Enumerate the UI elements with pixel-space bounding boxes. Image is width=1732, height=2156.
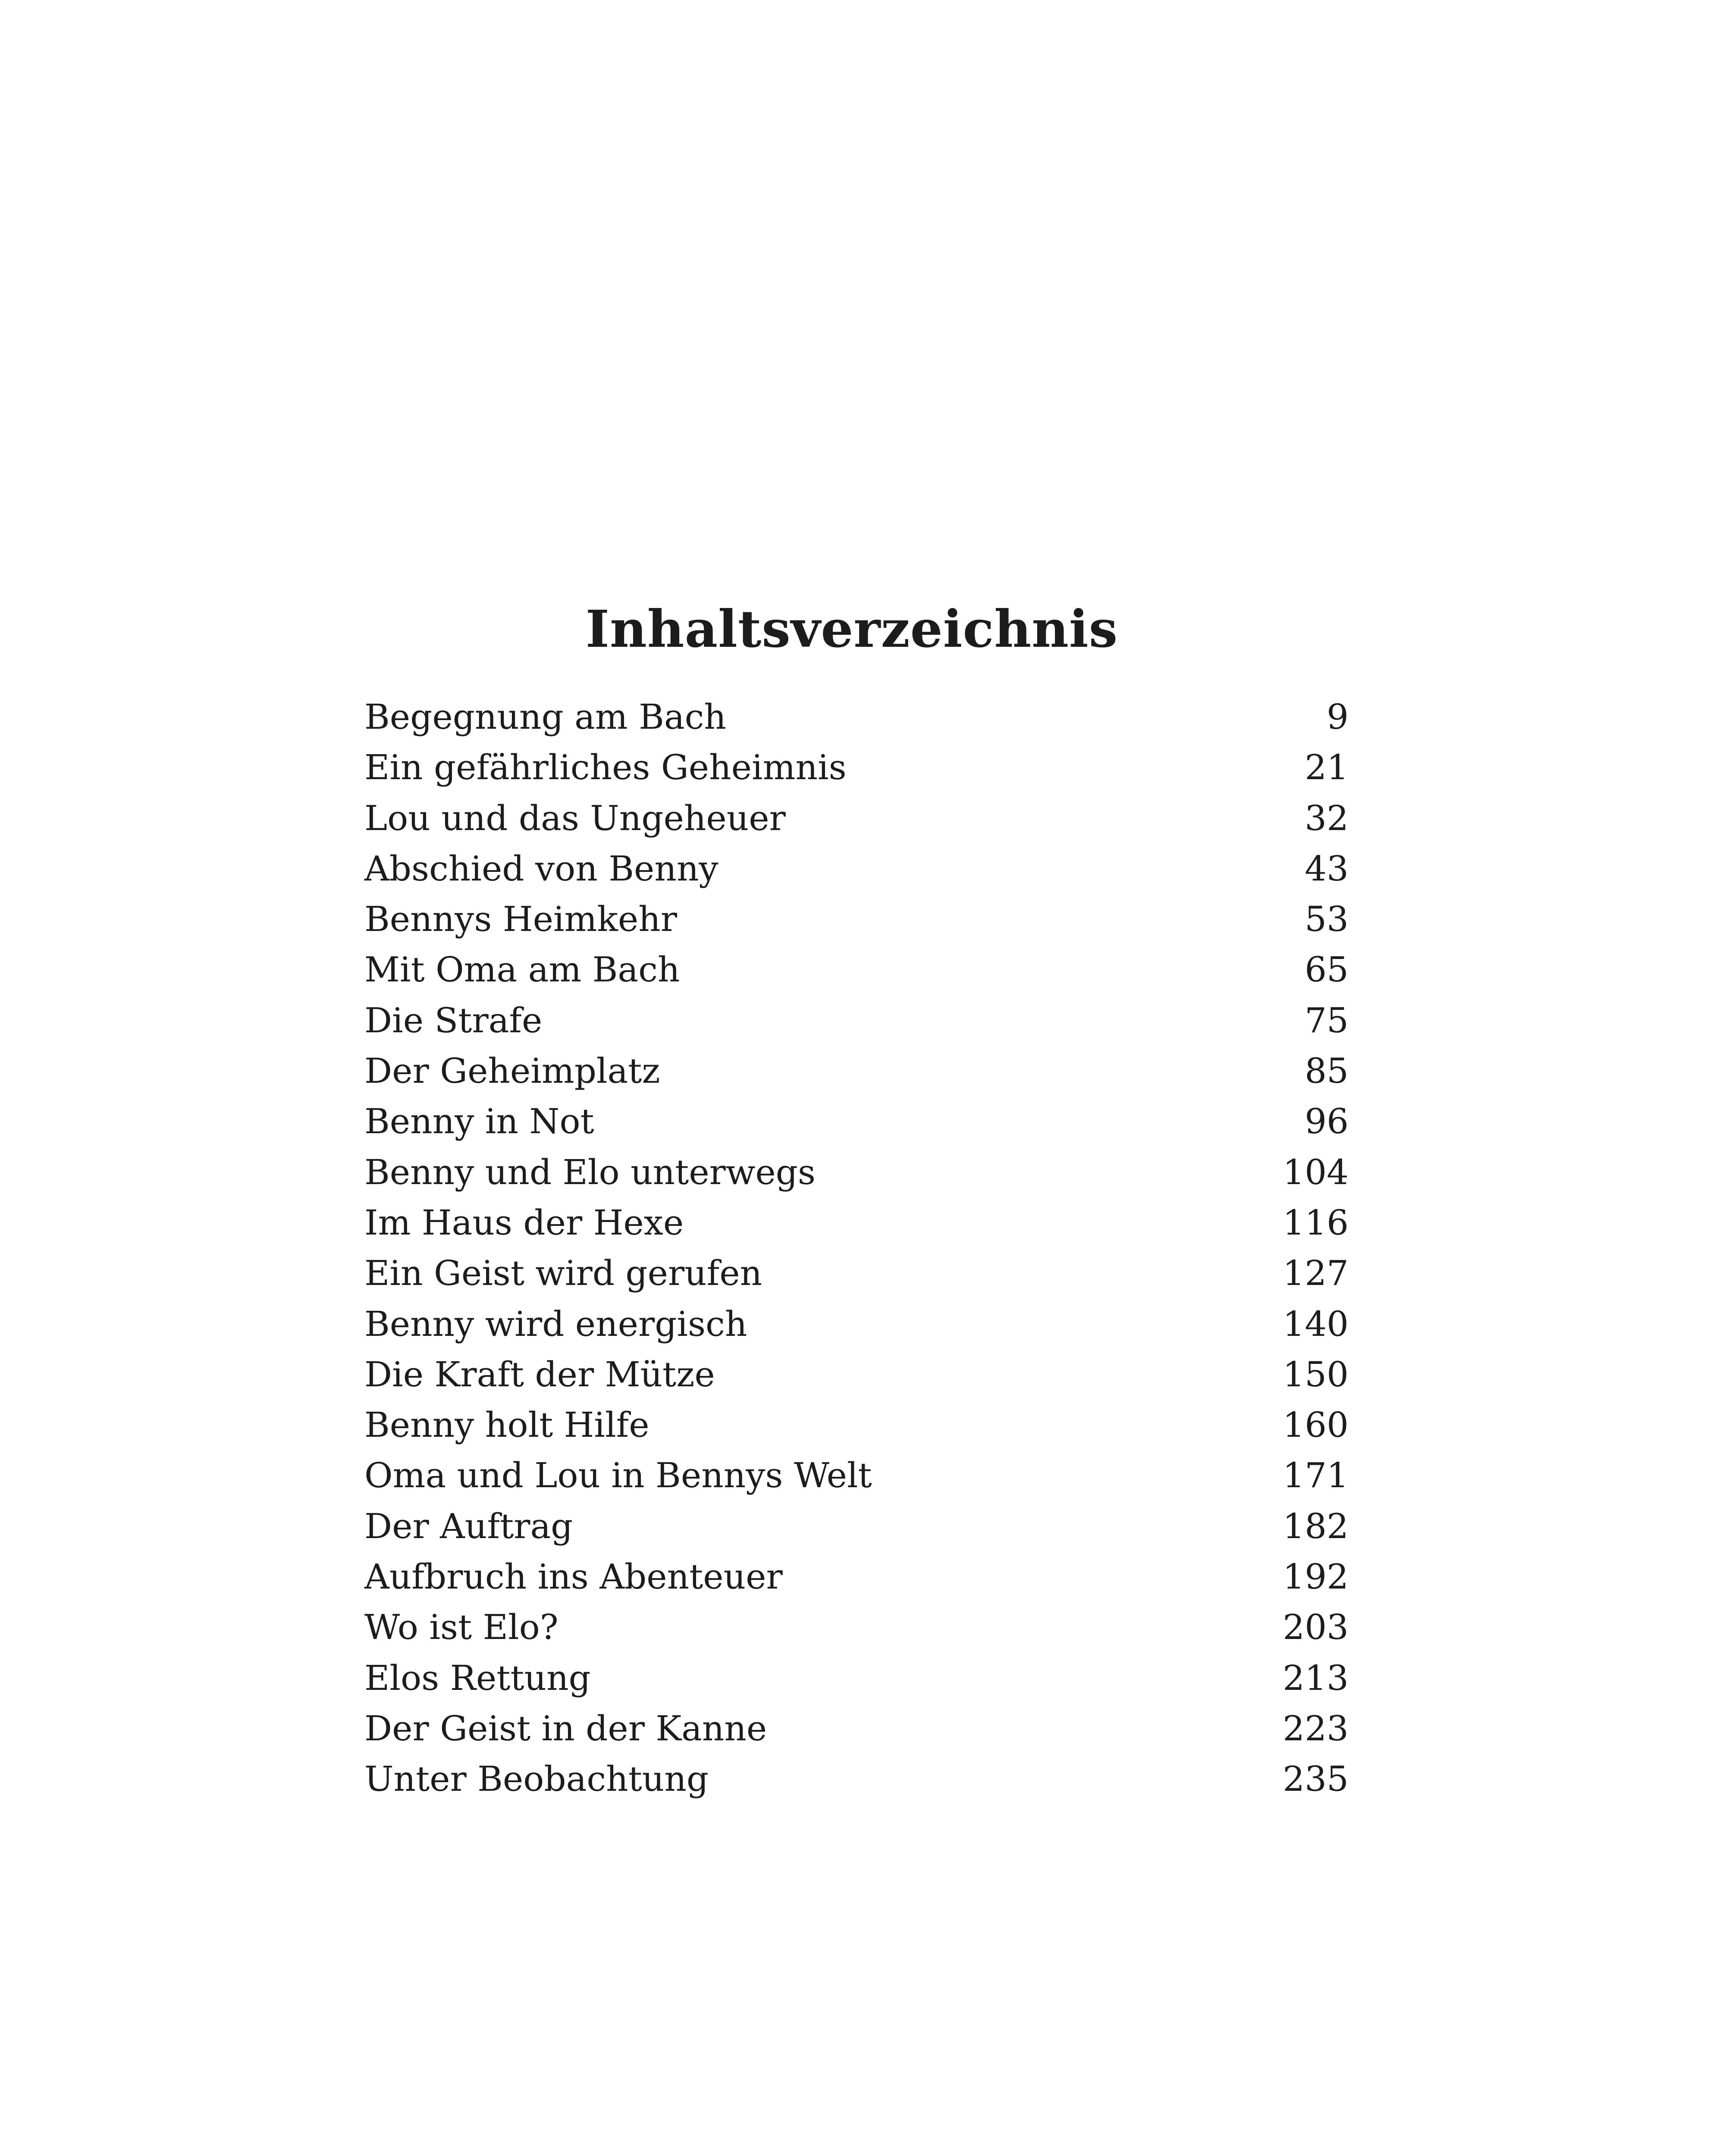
toc-entry-title: Begegnung am Bach	[364, 697, 726, 737]
toc-entry	[364, 1197, 1349, 1248]
toc-entry-title: Der Geheimplatz	[364, 1051, 660, 1091]
toc-entry-title: Elos Rettung	[364, 1658, 591, 1698]
toc-entry	[364, 1299, 1349, 1349]
toc-entry-page: 213	[1283, 1658, 1349, 1698]
toc-entry-page: 140	[1283, 1304, 1349, 1344]
toc-entry-page: 43	[1305, 848, 1349, 889]
toc-entry-title: Die Strafe	[364, 1000, 543, 1040]
toc-entry-title: Oma und Lou in Bennys Welt	[364, 1455, 872, 1496]
toc-entry-page: 65	[1305, 950, 1349, 990]
toc-entry-page: 85	[1305, 1051, 1349, 1091]
toc-entry-page: 150	[1283, 1354, 1349, 1395]
toc-entry-title: Wo ist Elo?	[364, 1607, 559, 1648]
toc-entry	[364, 742, 1349, 793]
toc-entry-title: Mit Oma am Bach	[364, 950, 680, 990]
toc-entry	[364, 793, 1349, 843]
toc-entry-page: 75	[1305, 1000, 1349, 1040]
toc-entry-title: Benny in Not	[364, 1101, 594, 1142]
toc-entry-page: 21	[1305, 747, 1349, 788]
table-of-contents	[364, 692, 1349, 1805]
toc-entry	[364, 1096, 1349, 1147]
toc-entry-page: 182	[1283, 1506, 1349, 1546]
toc-entry	[364, 843, 1349, 894]
toc-entry-title: Benny wird energisch	[364, 1304, 747, 1344]
toc-entry	[364, 1046, 1349, 1096]
toc-entry-page: 32	[1305, 798, 1349, 838]
toc-entry-title: Ein gefährliches Geheimnis	[364, 747, 847, 788]
toc-entry	[364, 1551, 1349, 1602]
toc-entry-page: 203	[1283, 1607, 1349, 1648]
toc-entry	[364, 1653, 1349, 1703]
toc-entry-page: 192	[1283, 1557, 1349, 1597]
toc-entry-page: 96	[1305, 1101, 1349, 1142]
toc-entry	[364, 1349, 1349, 1400]
toc-entry	[364, 1450, 1349, 1501]
toc-entry-title: Der Geist in der Kanne	[364, 1708, 767, 1749]
toc-entry	[364, 692, 1349, 742]
toc-entry	[364, 1703, 1349, 1754]
toc-entry	[364, 1754, 1349, 1804]
toc-entry-page: 53	[1305, 899, 1349, 940]
toc-entry-page: 235	[1283, 1759, 1349, 1799]
toc-entry	[364, 995, 1349, 1046]
toc-entry-page: 160	[1283, 1405, 1349, 1445]
toc-entry-title: Ein Geist wird gerufen	[364, 1253, 762, 1294]
toc-entry-page: 171	[1283, 1455, 1349, 1496]
toc-entry	[364, 894, 1349, 944]
toc-entry-title: Benny holt Hilfe	[364, 1405, 650, 1445]
toc-entry	[364, 1248, 1349, 1298]
toc-entry-title: Lou und das Ungeheuer	[364, 798, 786, 838]
toc-entry-title: Abschied von Benny	[364, 848, 719, 889]
toc-entry-page: 223	[1283, 1708, 1349, 1749]
toc-entry-title: Unter Beobachtung	[364, 1759, 709, 1799]
toc-entry-page: 127	[1283, 1253, 1349, 1294]
page-title: Inhaltsverzeichnis	[585, 599, 1118, 659]
toc-entry	[364, 1147, 1349, 1197]
toc-entry-title: Im Haus der Hexe	[364, 1202, 684, 1243]
toc-entry-page: 116	[1283, 1202, 1349, 1243]
toc-entry	[364, 1400, 1349, 1450]
toc-entry-title: Die Kraft der Mütze	[364, 1354, 715, 1395]
toc-entry-title: Der Auftrag	[364, 1506, 573, 1546]
toc-entry	[364, 1602, 1349, 1652]
toc-entry	[364, 1501, 1349, 1551]
toc-entry-title: Bennys Heimkehr	[364, 899, 677, 940]
toc-entry-title: Aufbruch ins Abenteuer	[364, 1557, 783, 1597]
toc-entry-page: 9	[1327, 697, 1349, 737]
toc-entry	[364, 944, 1349, 995]
toc-entry-title: Benny und Elo unterwegs	[364, 1152, 816, 1192]
toc-entry-page: 104	[1283, 1152, 1349, 1192]
